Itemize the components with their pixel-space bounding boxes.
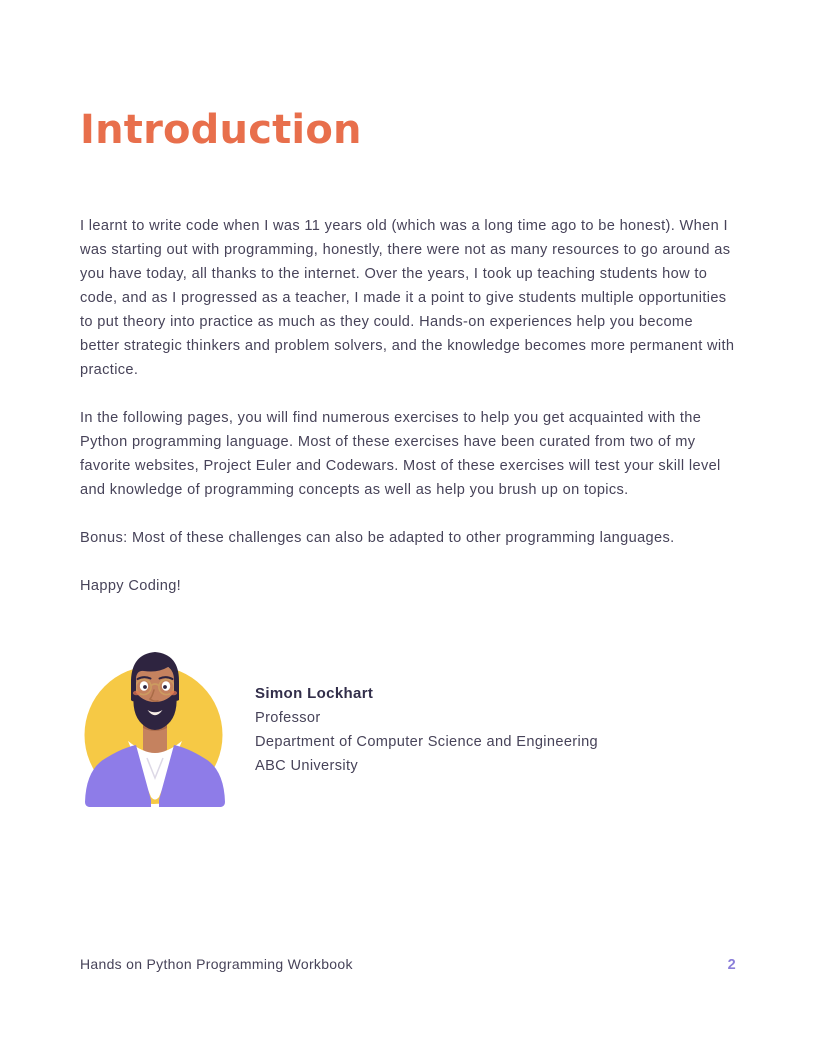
page-title: Introduction: [80, 107, 362, 153]
author-affiliation: ABC University: [255, 758, 359, 774]
author-block: [80, 648, 736, 810]
page-footer: [80, 956, 736, 973]
avatar: [80, 648, 230, 810]
page-number: 2: [727, 957, 736, 973]
professor-avatar-icon: [80, 648, 230, 810]
footer-book-title: Hands on Python Programming Workbook: [80, 956, 353, 972]
paragraph-intro: I learnt to write code when I was 11 years old (which was a long time ago to be honest). When I was starting out with programming, honestly, there were not as many resources to go around as you have today, all thanks to the internet. Over the years, I took up teaching students how to code, and as I progressed as a teacher, I made it a point to give students multiple opportunities to put theory into practice as much as they could. Hands-on experiences help you become better strategic thinkers and problem solvers, and the knowledge becomes more permanent with practice.: [80, 218, 735, 378]
paragraph-happy-coding: Happy Coding!: [80, 578, 182, 594]
author-name: Simon Lockhart: [255, 685, 374, 702]
body-text: [80, 214, 736, 598]
paragraph-bonus: Bonus: Most of these challenges can also be adapted to other programming languages.: [80, 530, 675, 546]
author-role: Professor: [255, 710, 321, 726]
author-department: Department of Computer Science and Engineering: [255, 734, 599, 750]
author-info: [255, 648, 598, 778]
paragraph-exercises: In the following pages, you will find numerous exercises to help you get acquainted with the Python programming language. Most of these exercises have been curated from two of my favorite websites, Project Euler and Codewars. Most of these exercises will test your skill level and knowledge of programming concepts as well as help you brush up on topics.: [80, 410, 721, 498]
